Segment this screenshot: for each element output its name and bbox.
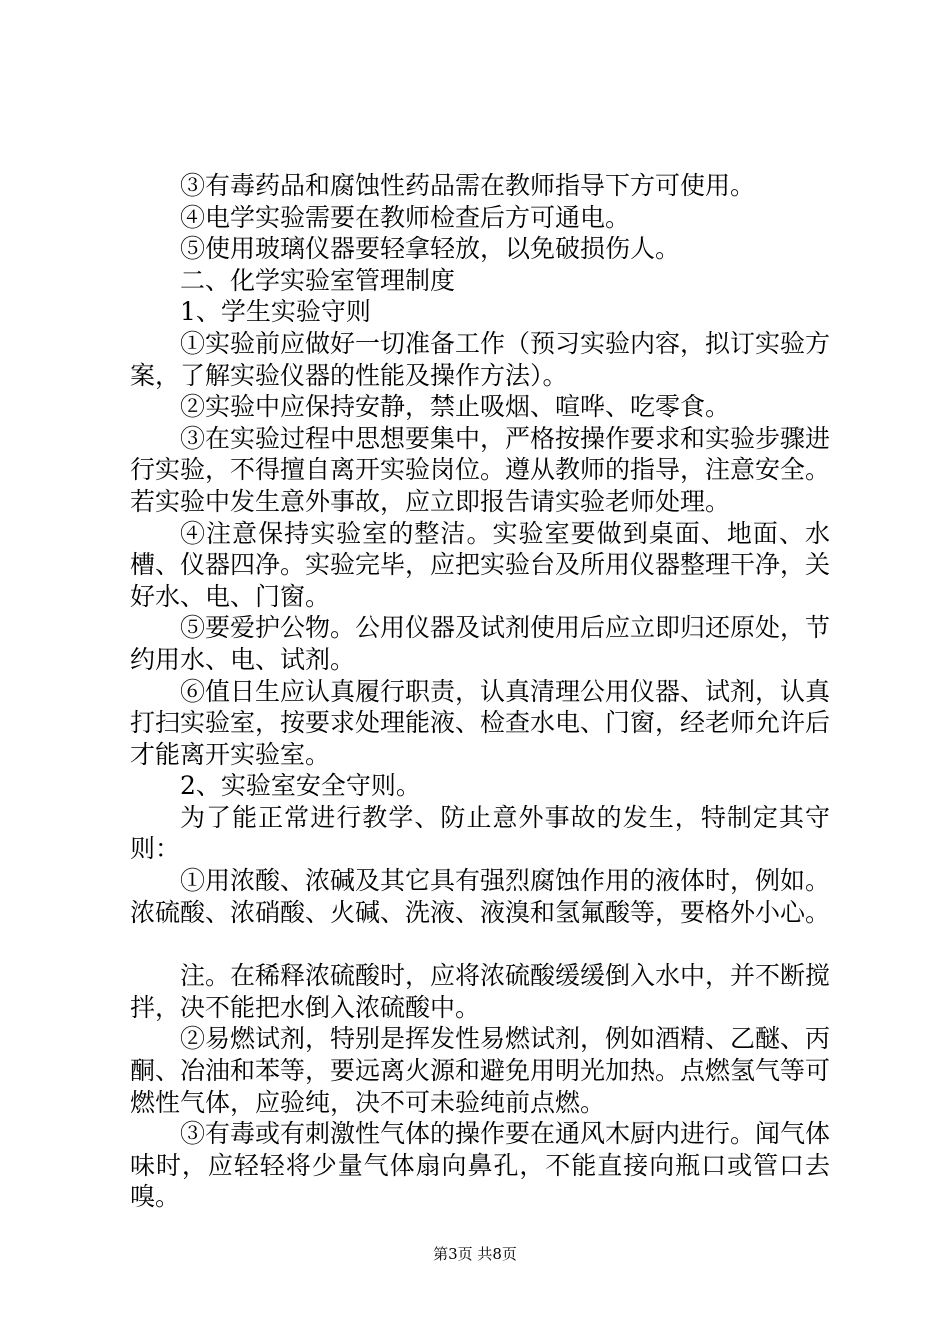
blank-line — [130, 928, 830, 960]
paragraph: 为了能正常进行教学、防止意外事故的发生，特制定其守则： — [130, 802, 830, 864]
subsection-heading: 2、实验室安全守则。 — [180, 771, 421, 801]
paragraph: ⑤要爱护公物。公用仪器及试剂使用后应立即归还原处，节约用水、电、试剂。 — [130, 613, 831, 674]
paragraph: ①实验前应做好一切准备工作（预习实验内容，拟订实验方案，了解实验仪器的性能及操作方法）。 — [130, 328, 831, 390]
section-heading: 二、化学实验室管理制度 — [180, 265, 456, 295]
paragraph: ④电学实验需要在教师检查后方可通电。 — [180, 202, 631, 232]
paragraph: ②实验中应保持安静，禁止吸烟、喧哗、吃零食。 — [180, 392, 731, 422]
paragraph: ⑥值日生应认真履行职责，认真清理公用仪器、试剂，认真打扫实验室，按要求处理能液、检查水电、门窗，经老师允许后才能离开实验室。 — [130, 676, 831, 769]
document-body — [130, 170, 830, 1213]
subsection-heading: 1、学生实验守则 — [180, 297, 371, 327]
page-footer: 第3页 共8页 — [433, 1245, 517, 1263]
paragraph: ④注意保持实验室的整洁。实验室要做到桌面、地面、水槽、仪器四净。实验完毕，应把实验台及所用仪器整理干净，关好水、电、门窗。 — [130, 518, 831, 611]
paragraph: ③有毒或有刺激性气体的操作要在通风木厨内进行。闻气体味时，应轻轻将少量气体扇向鼻孔，不能直接向瓶口或管口去嗅。 — [130, 1119, 831, 1212]
paragraph: ③有毒药品和腐蚀性药品需在教师指导下方可使用。 — [180, 171, 756, 200]
paragraph: ⑤使用玻璃仪器要轻拿轻放，以免破损伤人。 — [180, 234, 681, 264]
paragraph: 注。在稀释浓硫酸时，应将浓硫酸缓缓倒入水中，并不断搅拌，决不能把水倒入浓硫酸中。 — [130, 961, 831, 1022]
paragraph: ③在实验过程中思想要集中，严格按操作要求和实验步骤进行实验，不得擅自离开实验岗位。遵从教师的指导，注意安全。若实验中发生意外事故，应立即报告请实验老师处理。 — [130, 423, 831, 516]
paragraph: ②易燃试剂，特别是挥发性易燃试剂，例如酒精、乙醚、丙酮、冶油和苯等，要远离火源和避免用明光加热。点燃氢气等可燃性气体，应验纯，决不可未验纯前点燃。 — [130, 1024, 831, 1117]
paragraph: ①用浓酸、浓碱及其它具有强烈腐蚀作用的液体时，例如。浓硫酸、浓硝酸、火碱、洗液、液溴和氢氟酸等，要格外小心。 — [130, 866, 831, 927]
